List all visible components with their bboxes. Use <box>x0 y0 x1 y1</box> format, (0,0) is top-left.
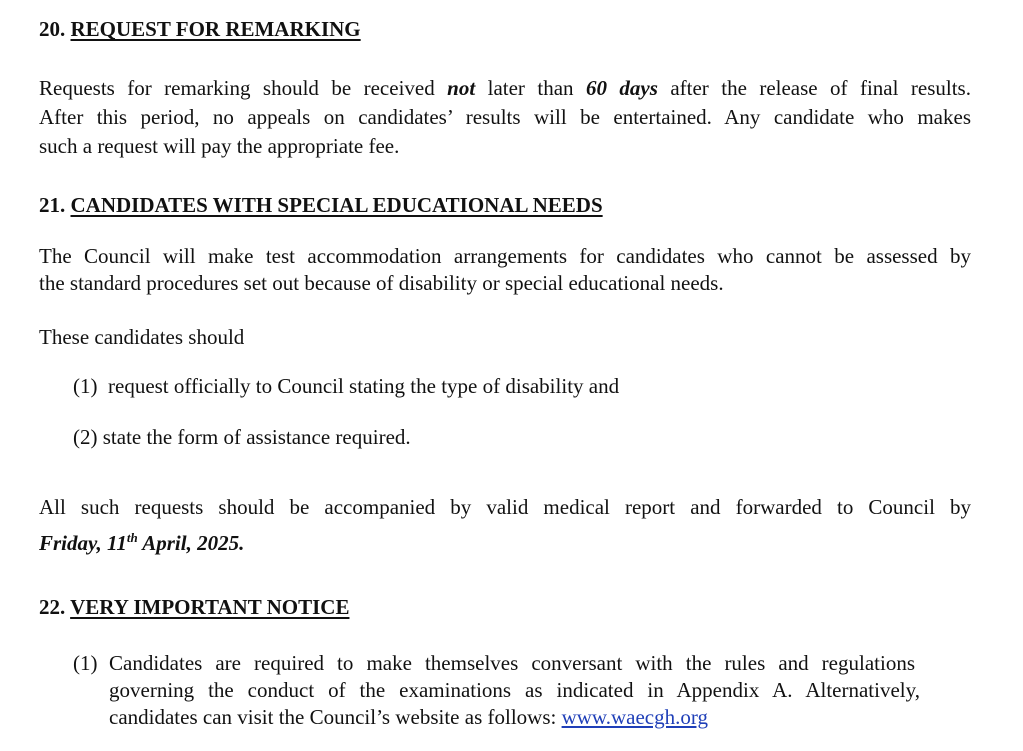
list-item <box>73 425 411 450</box>
list-marker: (1) <box>73 374 98 398</box>
superscript: th <box>126 530 138 545</box>
section-number: 21. <box>39 193 66 217</box>
list-item-line <box>109 705 708 730</box>
website-link[interactable]: www.waecgh.org <box>561 705 708 729</box>
section-number: 22. <box>39 595 66 619</box>
text-run: after the release of final results. <box>657 76 971 100</box>
list-item-text: state the form of assistance required. <box>102 425 411 449</box>
text-run: later than <box>475 76 586 100</box>
emphasis-text: 60 days <box>585 76 658 100</box>
deadline-date <box>39 531 244 556</box>
list-item-line: governing the conduct of the examinations as indicated in Appendix A. Alternatively, <box>109 678 920 702</box>
list-item <box>73 374 619 399</box>
section-22-heading <box>39 595 349 620</box>
section-title: CANDIDATES WITH SPECIAL EDUCATIONAL NEEDS <box>70 193 603 217</box>
text-run: candidates can visit the Council’s website as follows: <box>109 705 562 729</box>
section-number: 20. <box>39 17 66 41</box>
list-item-line: Candidates are required to make themselves conversant with the rules and regulations <box>109 651 915 675</box>
emphasis-text: not <box>447 76 476 100</box>
paragraph-line: such a request will pay the appropriate fee. <box>39 134 400 158</box>
list-intro: These candidates should <box>39 325 245 349</box>
section-title: VERY IMPORTANT NOTICE <box>70 595 350 619</box>
list-marker: (2) <box>73 425 98 449</box>
paragraph-line: All such requests should be accompanied by valid medical report and forwarded to Council by <box>39 495 971 519</box>
text-run: Requests for remarking should be received <box>39 76 448 100</box>
text-run: Friday, 11 <box>39 531 127 555</box>
text-run: April, 2025. <box>137 531 245 555</box>
paragraph-line: The Council will make test accommodation arrangements for candidates who cannot be assessed by <box>39 244 971 268</box>
section-title: REQUEST FOR REMARKING <box>70 17 361 41</box>
paragraph-line: After this period, no appeals on candidates’ results will be entertained. Any candidate who makes <box>39 105 971 129</box>
list-marker: (1) <box>73 651 98 675</box>
section-21-heading <box>39 193 603 218</box>
paragraph-line <box>39 76 971 101</box>
section-20-heading <box>39 17 361 42</box>
list-item-text: request officially to Council stating the type of disability and <box>108 374 620 398</box>
paragraph-line: the standard procedures set out because of disability or special educational needs. <box>39 271 724 295</box>
